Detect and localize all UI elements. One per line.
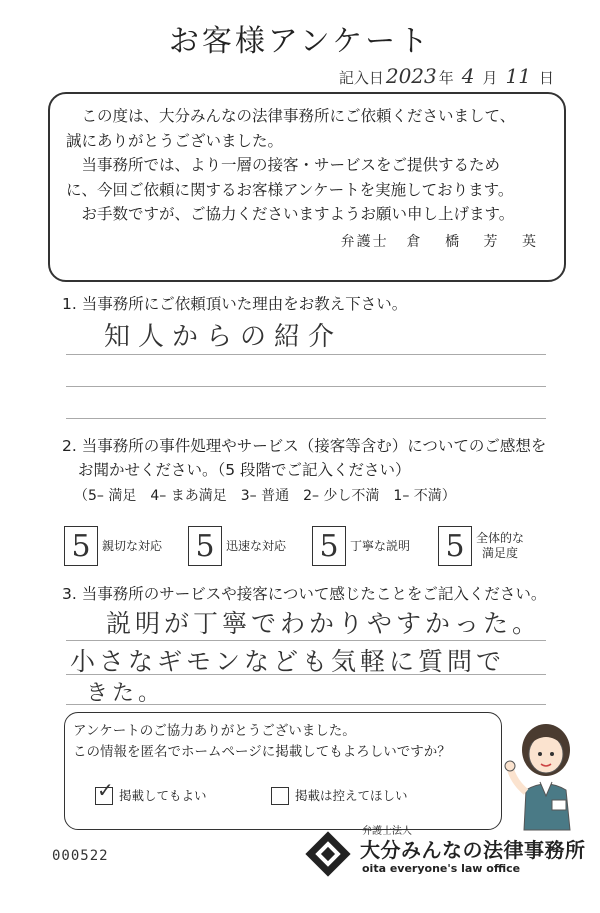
intro-line-1: この度は、大分みんなの法律事務所にご依頼くださいまして、: [81, 107, 516, 125]
serial-number: 000522: [52, 848, 109, 864]
rating-kind-label: 親切な対応: [102, 538, 163, 553]
consent-yes-label: 掲載してもよい: [119, 788, 207, 803]
answer-line: [66, 674, 546, 675]
rating-speed-label: 迅速な対応: [226, 538, 287, 553]
entry-date: [339, 64, 554, 88]
rating-overall-label: [476, 531, 524, 561]
page-title: お客様アンケート: [168, 24, 432, 59]
intro-line-4: に、今回ご依頼に関するお客様アンケートを実施しております。: [66, 180, 514, 199]
q3-answer-line-2: 小さなギモンなども気軽に質問で: [70, 647, 506, 676]
consent-line-2: この情報を匿名でホームページに掲載してもよろしいですか？: [73, 744, 451, 760]
rating-explanation: [312, 526, 410, 566]
q3-question: 3. 当事務所のサービスや接客について感じたことをご記入ください。: [62, 585, 547, 603]
consent-box: [64, 712, 502, 830]
logo-subtitle: 弁護士法人: [362, 826, 412, 837]
consent-line-1: アンケートのご協力ありがとうございました。: [73, 723, 356, 739]
staff-illustration-icon: [500, 712, 590, 832]
year-unit: 年: [438, 69, 454, 87]
signature-title: 弁護士: [340, 233, 389, 250]
answer-line: [66, 704, 546, 705]
q1-question: 1. 当事務所にご依頼頂いた理由をお教え下さい。: [62, 295, 408, 313]
consent-option-yes[interactable]: [95, 777, 207, 806]
date-day: 11: [505, 64, 531, 88]
date-month: 4: [461, 64, 475, 88]
rating-kind-value[interactable]: 5: [64, 526, 98, 566]
rating-speed: [188, 526, 286, 566]
date-year: 2023: [385, 64, 437, 88]
answer-line: [66, 386, 546, 387]
answer-line: [66, 640, 546, 641]
consent-no-label: 掲載は控えてほしい: [295, 788, 408, 803]
rating-explanation-label: 丁寧な説明: [350, 538, 411, 553]
intro-message-box: [48, 92, 566, 282]
intro-line-3: 当事務所では、より一層の接客・サービスをご提供するため: [81, 156, 501, 174]
answer-line: [66, 354, 546, 355]
answer-line: [66, 418, 546, 419]
q2-scale: （5– 満足 4– まあ満足 3– 普通 2– 少し不満 1– 不満）: [74, 488, 456, 504]
q2-question-line-1: 2. 当事務所の事件処理やサービス（接客等含む）についてのご感想を: [62, 437, 547, 455]
rating-overall: [438, 526, 524, 566]
rating-overall-value[interactable]: 5: [438, 526, 472, 566]
rating-overall-label-1: 全体的な: [476, 531, 525, 545]
date-label: 記入日: [338, 69, 384, 87]
consent-option-no[interactable]: [271, 785, 408, 806]
consent-yes-checkbox[interactable]: [95, 777, 114, 805]
q1-answer: 知人からの紹介: [104, 322, 343, 352]
logo-english: oita everyone's law office: [362, 862, 521, 875]
rating-overall-label-2: 満足度: [482, 546, 519, 560]
lawyer-signature: [341, 230, 546, 255]
day-unit: 日: [538, 69, 554, 87]
rating-speed-value[interactable]: 5: [188, 526, 222, 566]
consent-no-checkbox[interactable]: [271, 787, 289, 805]
month-unit: 月: [482, 69, 498, 87]
q3-answer-line-3: きた。: [86, 681, 165, 706]
logo-name: 大分みんなの法律事務所: [360, 838, 586, 862]
signature-name: 倉 橋 芳 英: [406, 233, 546, 250]
intro-line-2: 誠にありがとうございました。: [66, 131, 284, 150]
q3-answer-line-1: 説明が丁寧でわかりやすかった。: [106, 609, 542, 638]
intro-line-5: お手数ですが、ご協力くださいますようお願い申し上げます。: [81, 205, 515, 223]
firm-logo-mark-icon: [302, 828, 354, 880]
rating-kind: [64, 526, 162, 566]
q2-question-line-2: お聞かせください。（5 段階でご記入ください）: [78, 461, 411, 479]
firm-logo: [302, 820, 592, 890]
checkmark-icon: ✓: [97, 777, 114, 802]
rating-explanation-value[interactable]: 5: [312, 526, 346, 566]
